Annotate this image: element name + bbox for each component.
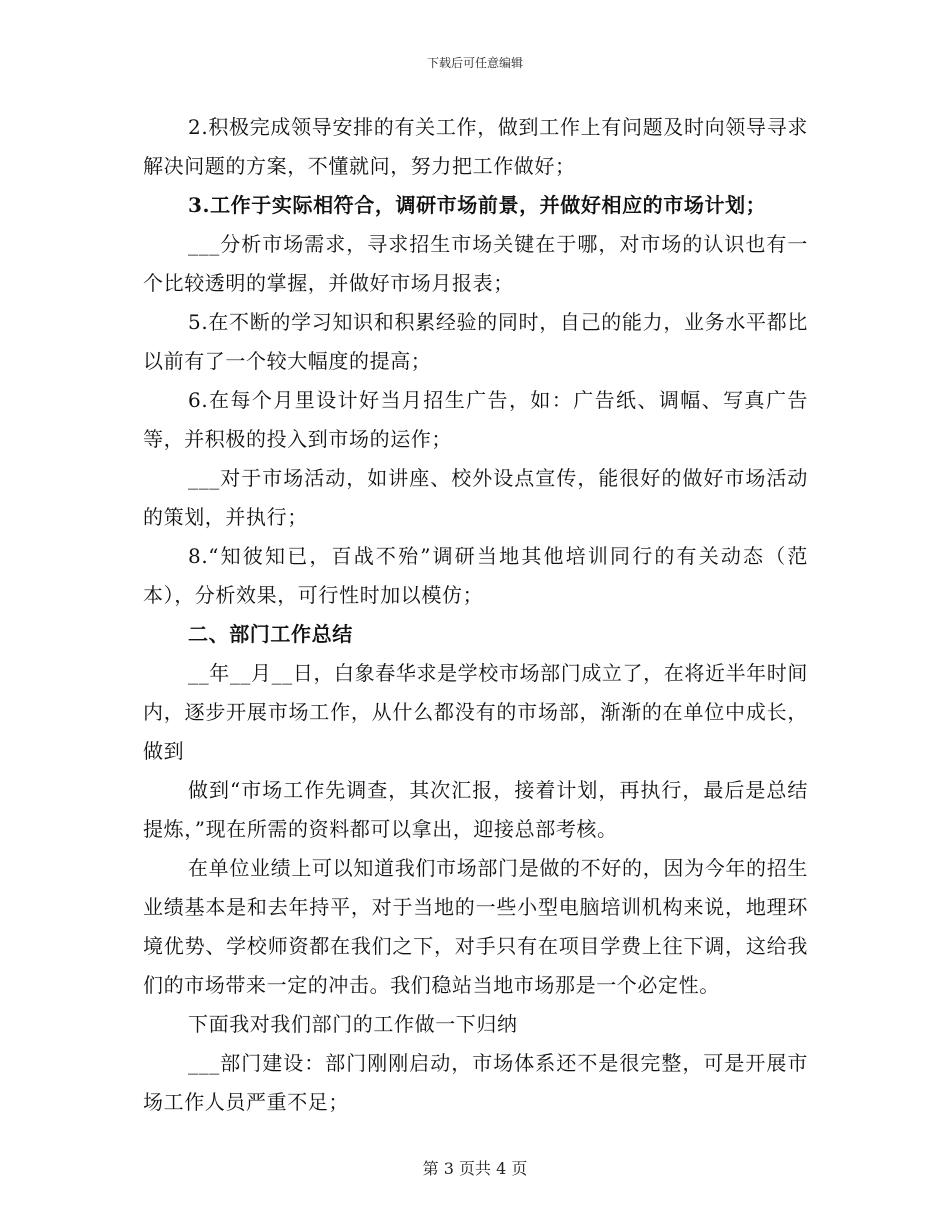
paragraph-8: __年__月__日，白象春华求是学校市场部门成立了，在将近半年时间内，逐步开展市场工作，从什么都没有的市场部，渐渐的在单位中成长，做到 xyxy=(143,661,808,763)
paragraph-5: 6.在每个月里设计好当月招生广告，如：广告纸、调幅、写真广告等，并积极的投入到市场的运作； xyxy=(143,388,808,451)
paragraph-1: 2.积极完成领导安排的有关工作，做到工作上有问题及时向领导寻求解决问题的方案，不懂就问，努力把工作做好； xyxy=(143,115,808,178)
paragraph-2: 3.工作于实际相符合，调研市场前景，并做好相应的市场计划； xyxy=(188,193,767,217)
section-heading: 二、部门工作总结 xyxy=(188,622,353,646)
paragraph-9: 做到“市场工作先调查，其次汇报，接着计划，再执行，最后是总结提炼，”现在所需的资料都可以拿出，迎接总部考核。 xyxy=(143,778,808,841)
paragraph-11: 下面我对我们部门的工作做一下归纳 xyxy=(188,1012,518,1036)
paragraph-10: 在单位业绩上可以知道我们市场部门是做的不好的，因为今年的招生业绩基本是和去年持平，对于当地的一些小型电脑培训机构来说，地理环境优势、学校师资都在我们之下，对手只有在项目学费上往下调，这给我们的市场带来一定的冲击。我们稳站当地市场那是一个必定性。 xyxy=(143,856,808,997)
paragraph-12: ___部门建设：部门刚刚启动，市场体系还不是很完整，可是开展市场工作人员严重不足； xyxy=(143,1051,808,1114)
header-note: 下载后可任意编辑 xyxy=(426,56,523,70)
paragraph-7: 8.“知彼知已，百战不殆”调研当地其他培训同行的有关动态（范本），分析效果，可行性时加以模仿； xyxy=(143,544,808,607)
paragraph-4: 5.在不断的学习知识和积累经验的同时，自己的能力，业务水平都比以前有了一个较大幅度的提高； xyxy=(143,310,808,373)
paragraph-3: ___分析市场需求，寻求招生市场关键在于哪，对市场的认识也有一个比较透明的掌握，并做好市场月报表； xyxy=(143,232,808,295)
page-number: 第 3 页共 4 页 xyxy=(422,1159,528,1178)
paragraph-6: ___对于市场活动，如讲座、校外设点宣传，能很好的做好市场活动的策划，并执行； xyxy=(143,466,808,529)
document-body xyxy=(143,108,808,1122)
